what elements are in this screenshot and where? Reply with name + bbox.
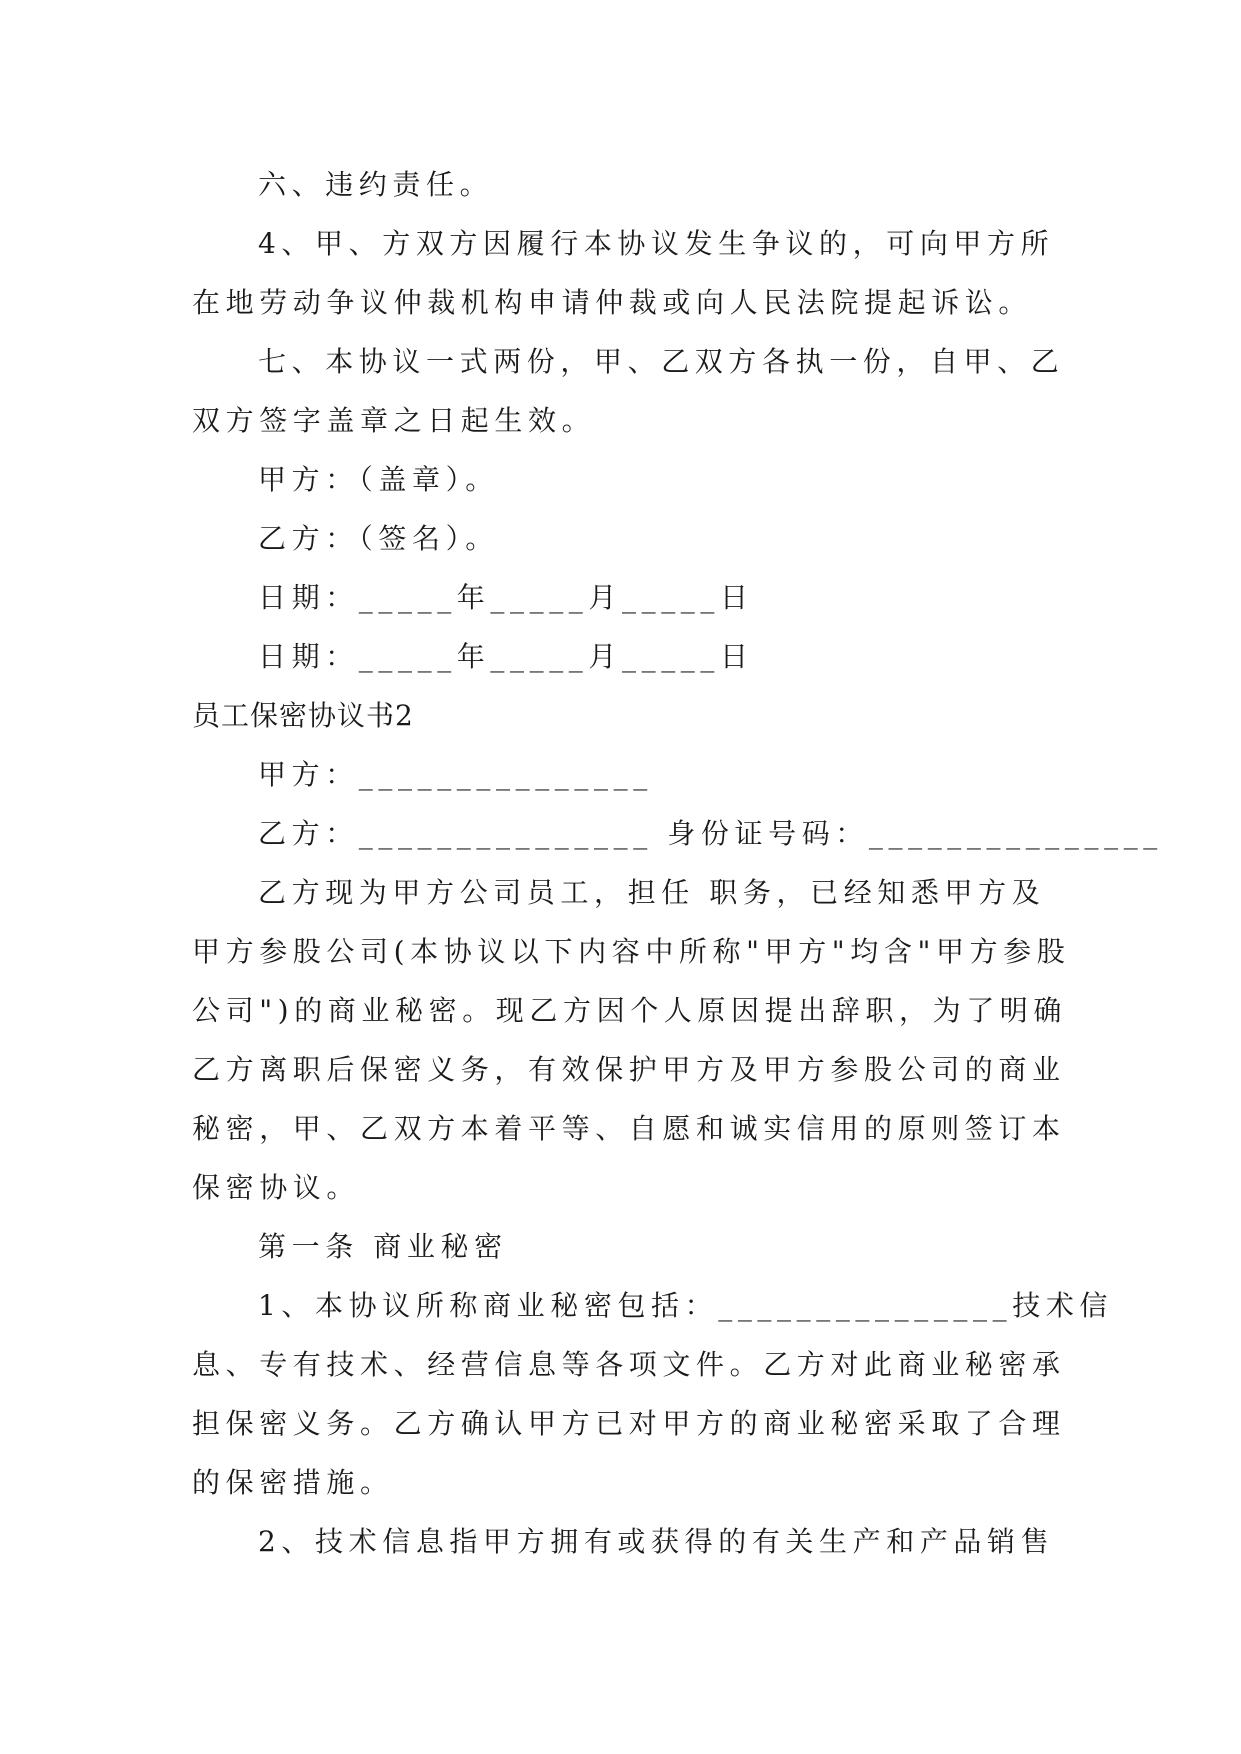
paragraph-line: 4、甲、方双方因履行本协议发生争议的，可向甲方所 (258, 227, 1055, 260)
paragraph-line: 1、本协议所称商业秘密包括：_______________技术信 (258, 1289, 1114, 1322)
article-heading: 第一条 商业秘密 (258, 1230, 508, 1263)
paragraph-line: 2、技术信息指甲方拥有或获得的有关生产和产品销售 (258, 1525, 1055, 1558)
paragraph-line: 甲方参股公司(本协议以下内容中所称"甲方"均含"甲方参股 (192, 935, 1071, 968)
paragraph-line: 乙方离职后保密义务，有效保护甲方及甲方参股公司的商业 (192, 1053, 1066, 1086)
party-a-field: 甲方：_______________ (258, 758, 653, 791)
party-b-signature-line: 乙方：（签名）。 (258, 522, 499, 555)
paragraph-line: 的保密措施。 (192, 1466, 394, 1499)
party-b-id-field: 乙方：_______________ 身份证号码：_______________ (258, 817, 1163, 850)
paragraph-line: 公司")的商业秘密。现乙方因个人原因提出辞职，为了明确 (192, 994, 1068, 1027)
paragraph-line: 担保密义务。乙方确认甲方已对甲方的商业秘密采取了合理 (192, 1407, 1066, 1440)
paragraph-line: 保密协议。 (192, 1171, 361, 1204)
paragraph-line: 秘密，甲、乙双方本着平等、自愿和诚实信用的原则签订本 (192, 1112, 1066, 1145)
document-page (192, 155, 1163, 1571)
paragraph-line: 七、本协议一式两份，甲、乙双方各执一份，自甲、乙 (258, 345, 1065, 378)
date-line: 日期：_____年_____月_____日 (258, 640, 754, 673)
section-heading-breach: 六、违约责任。 (258, 168, 494, 201)
party-a-seal-line: 甲方：（盖章）。 (258, 463, 499, 496)
paragraph-line: 息、专有技术、经营信息等各项文件。乙方对此商业秘密承 (192, 1348, 1066, 1381)
date-line: 日期：_____年_____月_____日 (258, 581, 754, 614)
paragraph-line: 在地劳动争议仲裁机构申请仲裁或向人民法院提起诉讼。 (192, 286, 1033, 319)
document-title: 员工保密协议书2 (192, 699, 414, 732)
paragraph-line: 乙方现为甲方公司员工，担任 职务，已经知悉甲方及 (258, 876, 1046, 909)
paragraph-line: 双方签字盖章之日起生效。 (192, 404, 596, 437)
